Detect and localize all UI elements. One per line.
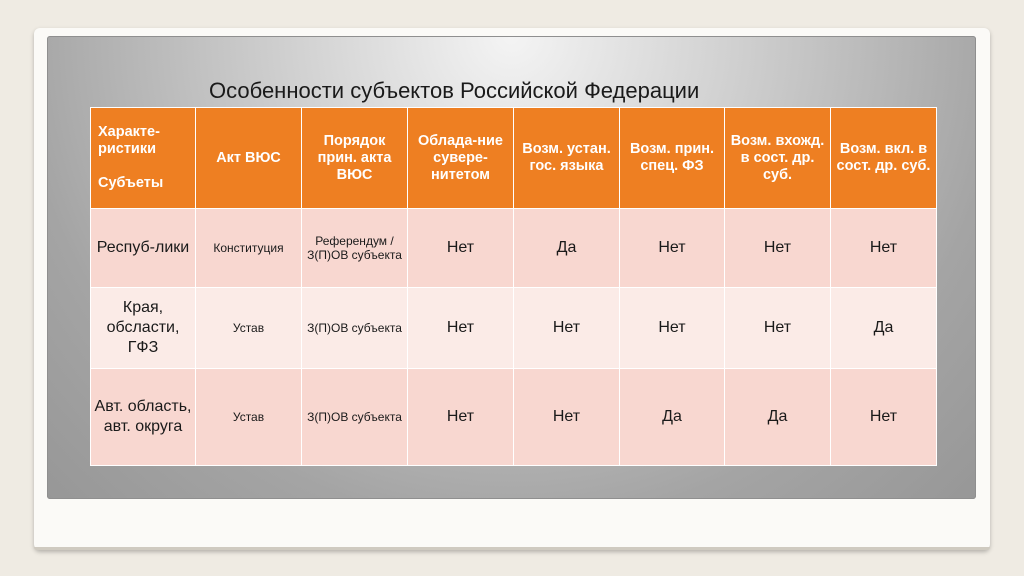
row-sovereignty: Нет: [408, 369, 514, 466]
slide-title: Особенности субъектов Российской Федерации: [209, 78, 700, 103]
row-order: З(П)ОВ субъекта: [302, 288, 408, 369]
row-include: Да: [831, 288, 937, 369]
row-language: Да: [514, 209, 620, 288]
subjects-table: [90, 107, 937, 466]
header-sovereignty: Облада-ние сувере-нитетом: [408, 108, 514, 209]
table-header-row: [91, 108, 937, 209]
header-enter: Возм. вхожд. в сост. др. суб.: [725, 108, 831, 209]
row-language: Нет: [514, 288, 620, 369]
header-characteristics-bottom: Субъеты: [98, 175, 164, 191]
header-characteristics: [91, 108, 196, 209]
row-order: Референдум / З(П)ОВ субъекта: [302, 209, 408, 288]
row-enter: Да: [725, 369, 831, 466]
row-language: Нет: [514, 369, 620, 466]
row-include: Нет: [831, 369, 937, 466]
card-bottom-edge: [34, 547, 990, 550]
row-special-law: Да: [620, 369, 725, 466]
header-include: Возм. вкл. в сост. др. суб.: [831, 108, 937, 209]
table-row: [91, 369, 937, 466]
row-act: Устав: [196, 288, 302, 369]
row-sovereignty: Нет: [408, 288, 514, 369]
row-act: Устав: [196, 369, 302, 466]
header-characteristics-top: Характе-ристики: [98, 124, 160, 157]
row-name: Респуб-лики: [91, 209, 196, 288]
row-sovereignty: Нет: [408, 209, 514, 288]
header-act: Акт ВЮС: [196, 108, 302, 209]
row-name: Края, обсласти, ГФЗ: [91, 288, 196, 369]
row-act: Конституция: [196, 209, 302, 288]
row-enter: Нет: [725, 288, 831, 369]
header-special-law: Возм. прин. спец. ФЗ: [620, 108, 725, 209]
row-name: Авт. область, авт. округа: [91, 369, 196, 466]
row-order: З(П)ОВ субъекта: [302, 369, 408, 466]
table-row: [91, 209, 937, 288]
table-row: [91, 288, 937, 369]
row-special-law: Нет: [620, 288, 725, 369]
row-special-law: Нет: [620, 209, 725, 288]
header-language: Возм. устан. гос. языка: [514, 108, 620, 209]
header-order: Порядок прин. акта ВЮС: [302, 108, 408, 209]
row-enter: Нет: [725, 209, 831, 288]
row-include: Нет: [831, 209, 937, 288]
